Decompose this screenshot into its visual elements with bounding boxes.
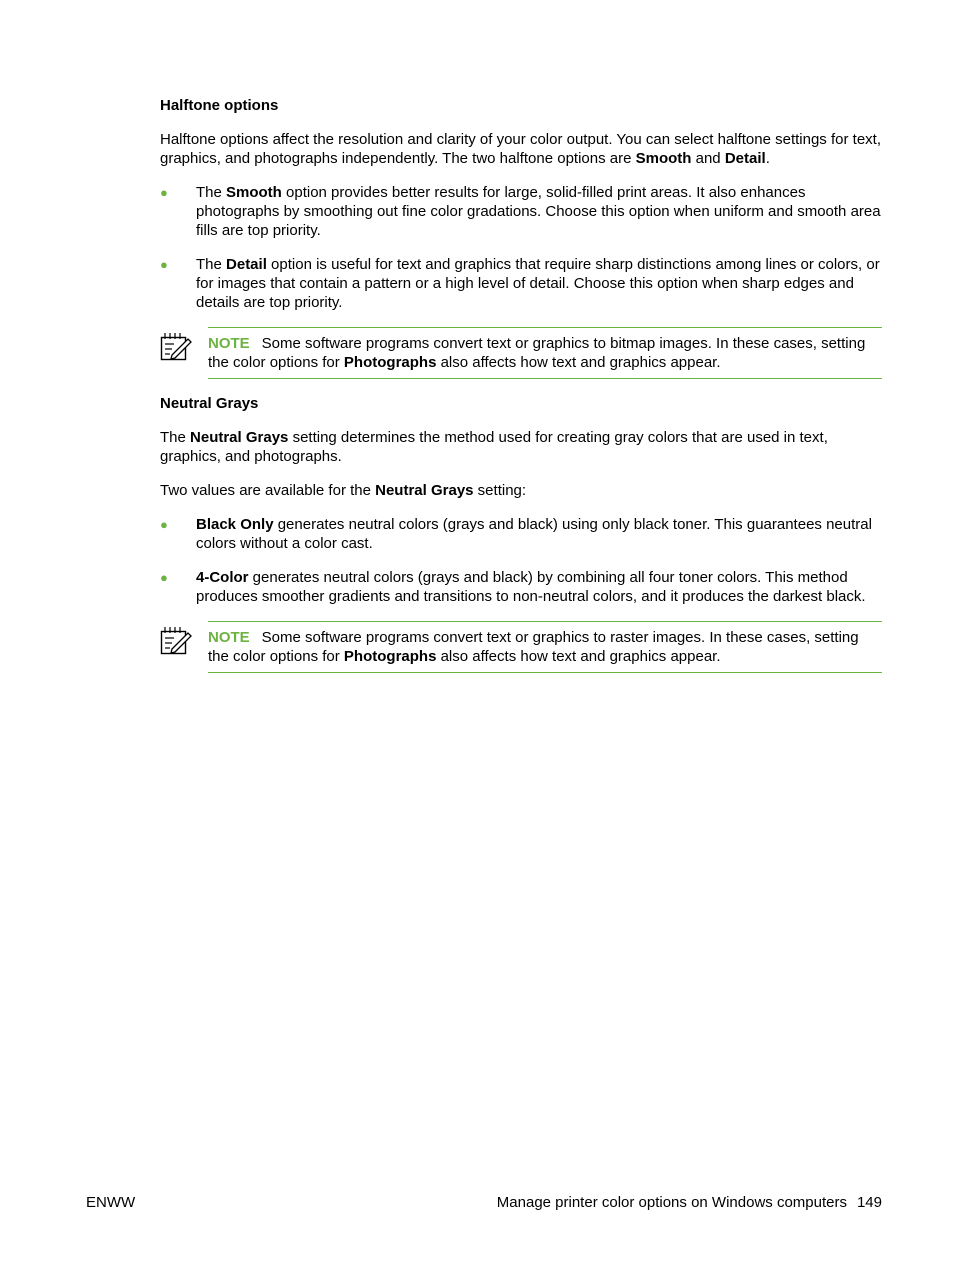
bullet-icon: ●	[160, 257, 168, 272]
note-block	[160, 621, 882, 673]
list-item	[160, 255, 882, 312]
bullet-icon: ●	[160, 570, 168, 585]
bold-term: Neutral Grays	[375, 482, 474, 499]
footer-title: Manage printer color options on Windows computers	[496, 1194, 847, 1211]
text: The	[196, 184, 227, 201]
neutral-bullet-list	[160, 515, 882, 606]
footer-left-label: ENWW	[86, 1194, 136, 1211]
text: also affects how text and graphics appear.	[436, 354, 721, 371]
bold-term: Detail	[226, 256, 267, 273]
bullet-icon: ●	[160, 185, 168, 200]
text: setting determines the method used for creating gray colors that are used in text, graphics, and photographs.	[160, 429, 828, 465]
text: The	[196, 256, 227, 273]
note-content	[208, 327, 882, 379]
halftone-intro	[160, 130, 882, 168]
bold-term: Black Only	[196, 516, 274, 533]
text: The	[160, 429, 191, 446]
bold-term: Photographs	[343, 648, 437, 665]
neutral-paragraph-2	[160, 481, 882, 500]
bold-term: Detail	[724, 150, 766, 167]
text: generates neutral colors (grays and black) by combining all four toner colors. This method produces smoother gradients and transitions to non-neutral colors, and it produces the darkest black.	[196, 569, 866, 605]
bold-term: 4-Color	[196, 569, 249, 586]
note-label: NOTE	[208, 629, 250, 646]
note-pad-icon	[160, 625, 192, 657]
page-content	[160, 96, 882, 673]
text: Some software programs convert text or graphics to bitmap images. In these cases, setting the color options for	[208, 335, 866, 371]
text: .	[765, 150, 770, 167]
halftone-bullet-list	[160, 183, 882, 312]
list-item	[160, 568, 882, 606]
footer-right	[497, 1193, 882, 1212]
bold-term: Smooth	[226, 184, 282, 201]
text: option is useful for text and graphics that require sharp distinctions among lines or colors, or for images that contain a pattern or a high level of detail. Choose this option when sharp edges and details are top priority.	[196, 256, 880, 311]
neutral-paragraph-1	[160, 428, 882, 466]
text: Halftone options affect the resolution and clarity of your color output. You can select halftone settings for text, graphics, and photographs independently. The two halftone options are	[160, 131, 881, 167]
bullet-icon: ●	[160, 517, 168, 532]
bold-term: Photographs	[343, 354, 437, 371]
text: Some software programs convert text or graphics to raster images. In these cases, setting the color options for	[208, 629, 859, 665]
text: Two values are available for the	[160, 482, 376, 499]
list-item	[160, 515, 882, 553]
text: also affects how text and graphics appear.	[436, 648, 721, 665]
section-heading-halftone: Halftone options	[160, 97, 279, 114]
bold-term: Neutral Grays	[190, 429, 289, 446]
text: setting:	[473, 482, 527, 499]
note-block	[160, 327, 882, 379]
note-content	[208, 621, 882, 673]
text: option provides better results for large, solid-filled print areas. It also enhances photographs by smoothing out fine color gradations. Choose this option when uniform and smooth area fills are top priority.	[196, 184, 881, 239]
section-heading-neutral-grays: Neutral Grays	[160, 395, 259, 412]
text: generates neutral colors (grays and black) using only black toner. This guarantees neutral colors without a color cast.	[196, 516, 872, 552]
note-pad-icon	[160, 331, 192, 363]
page-number: 149	[856, 1194, 882, 1211]
bold-term: Smooth	[635, 150, 692, 167]
list-item	[160, 183, 882, 240]
text: and	[691, 150, 725, 167]
note-label: NOTE	[208, 335, 250, 352]
